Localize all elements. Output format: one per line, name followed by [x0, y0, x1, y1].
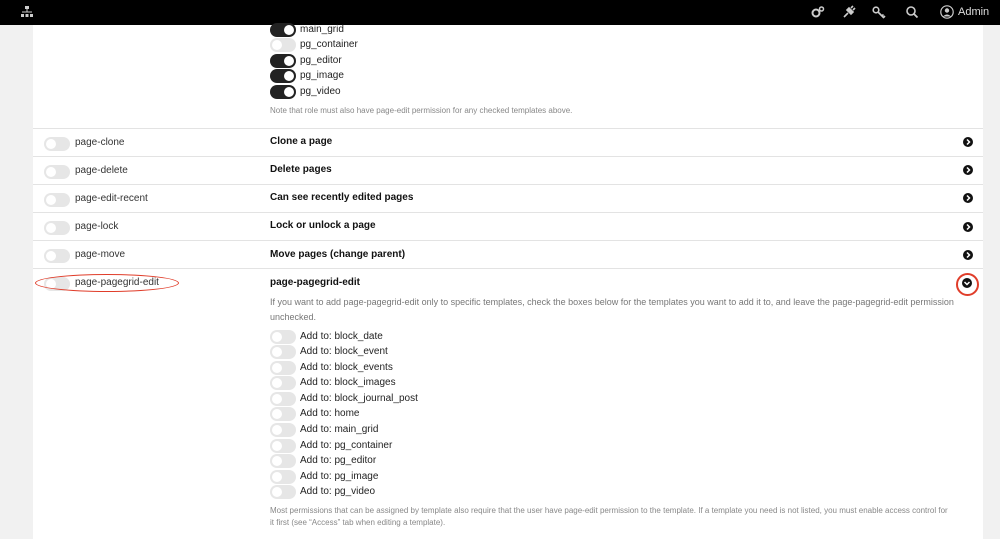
add-to-toggle[interactable]: [270, 423, 296, 437]
user-circle-icon: [940, 5, 954, 19]
add-to-label: Add to: block_events: [300, 362, 393, 373]
chevron-right-icon[interactable]: [963, 222, 973, 232]
add-to-toggle[interactable]: [270, 485, 296, 499]
add-to-label: Add to: block_journal_post: [300, 393, 418, 404]
add-to-label: Add to: block_event: [300, 346, 388, 357]
template-label: pg_editor: [300, 55, 342, 66]
permission-name: page-delete: [75, 165, 128, 176]
add-to-label: Add to: pg_video: [300, 486, 376, 497]
permission-row-page-clone[interactable]: [33, 128, 983, 156]
add-to-label: Add to: home: [300, 408, 360, 419]
add-to-toggle[interactable]: [270, 361, 296, 375]
top-navbar: [0, 0, 1000, 25]
permission-name: page-move: [75, 249, 126, 260]
search-icon[interactable]: [905, 5, 919, 19]
template-toggle-pg-editor[interactable]: [270, 54, 296, 68]
add-to-toggle[interactable]: [270, 345, 296, 359]
permission-row-page-edit-recent[interactable]: [33, 184, 983, 212]
chevron-right-icon[interactable]: [963, 193, 973, 203]
permission-title: Clone a page: [270, 136, 333, 147]
chevron-right-icon[interactable]: [963, 250, 973, 260]
user-menu[interactable]: [940, 3, 989, 21]
add-to-label: Add to: pg_container: [300, 440, 393, 451]
permissions-footer-note: Most permissions that can be assigned by template also require that the user have page-edit permission to the template. If a template you need is not listed, you must enable access control for it first (see “Access” tab when editing a template).: [270, 506, 948, 527]
permission-toggle[interactable]: [44, 249, 70, 263]
template-note: Note that role must also have page-edit permission for any checked templates above.: [270, 106, 573, 115]
key-icon[interactable]: [872, 5, 886, 19]
add-to-toggle[interactable]: [270, 454, 296, 468]
add-to-toggle[interactable]: [270, 330, 296, 344]
template-label: main_grid: [300, 24, 344, 35]
chevron-right-icon[interactable]: [963, 165, 973, 175]
permission-name: page-lock: [75, 221, 119, 232]
permission-name: page-pagegrid-edit: [75, 277, 159, 288]
permission-toggle[interactable]: [44, 165, 70, 179]
permission-title: Can see recently edited pages: [270, 192, 414, 203]
highlight-ellipse: [35, 274, 179, 292]
add-to-label: Add to: main_grid: [300, 424, 379, 435]
add-to-label: Add to: pg_editor: [300, 455, 377, 466]
template-toggle-pg-container[interactable]: [270, 38, 296, 52]
template-toggle-pg-video[interactable]: [270, 85, 296, 99]
plug-icon[interactable]: [842, 5, 856, 19]
sitemap-icon[interactable]: [20, 5, 34, 19]
permission-title: Lock or unlock a page: [270, 220, 376, 231]
permission-row-page-move[interactable]: [33, 240, 983, 268]
add-to-label: Add to: block_images: [300, 377, 396, 388]
permission-description: If you want to add page-pagegrid-edit only to specific templates, check the boxes below for the templates you want to add it to, and leave the page-pagegrid-edit permission unchecked.: [270, 297, 954, 322]
add-to-label: Add to: block_date: [300, 331, 383, 342]
add-to-toggle[interactable]: [270, 439, 296, 453]
add-to-label: Add to: pg_image: [300, 471, 379, 482]
add-to-toggle[interactable]: [270, 392, 296, 406]
template-toggle-main-grid[interactable]: [270, 23, 296, 37]
permission-title: page-pagegrid-edit: [270, 277, 361, 288]
cogs-icon[interactable]: [811, 5, 825, 19]
permission-toggle[interactable]: [44, 137, 70, 151]
permission-name: page-clone: [75, 137, 125, 148]
user-name: Admin: [958, 6, 990, 18]
add-to-toggle[interactable]: [270, 470, 296, 484]
highlight-circle: [956, 273, 979, 296]
template-label: pg_image: [300, 70, 344, 81]
permission-row-page-delete[interactable]: [33, 156, 983, 184]
permission-row-page-lock[interactable]: [33, 212, 983, 240]
permission-toggle[interactable]: [44, 193, 70, 207]
chevron-right-icon[interactable]: [963, 137, 973, 147]
permission-title: Move pages (change parent): [270, 249, 406, 260]
template-label: pg_container: [300, 39, 358, 50]
add-to-toggle[interactable]: [270, 407, 296, 421]
permission-title: Delete pages: [270, 164, 332, 175]
permission-name: page-edit-recent: [75, 193, 148, 204]
permission-toggle[interactable]: [44, 221, 70, 235]
add-to-toggle[interactable]: [270, 376, 296, 390]
template-label: pg_video: [300, 86, 341, 97]
template-toggle-pg-image[interactable]: [270, 69, 296, 83]
